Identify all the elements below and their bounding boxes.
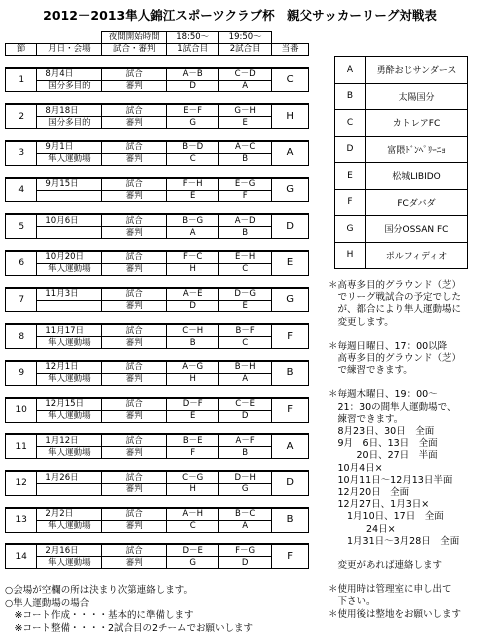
page-title: 2012－2013隼人錦江スポーツクラブ杯 親父サッカーリーグ対戦表 bbox=[43, 8, 437, 23]
note-line: 12月27日、1月3日× bbox=[328, 499, 430, 511]
match2-teams: D－H bbox=[219, 471, 272, 483]
referee1-team: D bbox=[167, 80, 219, 92]
time2-label: 19:50～ bbox=[219, 32, 272, 44]
referee2-team: A bbox=[219, 373, 272, 385]
match2-teams: A－D bbox=[219, 214, 272, 226]
match-label: 試合 bbox=[102, 471, 167, 483]
round-number: 12 bbox=[6, 471, 37, 495]
match1-teams: E－F bbox=[167, 104, 219, 116]
referee-label: 審判 bbox=[102, 373, 167, 385]
match2-teams: E－H bbox=[219, 251, 272, 263]
duty-team: H bbox=[272, 104, 309, 128]
night-time-label: 夜間開始時間 bbox=[102, 32, 167, 44]
round-venue: 隼人運動場 bbox=[37, 557, 102, 569]
round-row-match bbox=[6, 361, 309, 373]
duty-team: A bbox=[272, 434, 309, 458]
referee1-team: F bbox=[167, 447, 219, 459]
referee1-team: G bbox=[167, 557, 219, 569]
footer-line: ○会場が空欄の所は決まり次第連絡します。 bbox=[5, 585, 194, 596]
round-gap bbox=[6, 495, 309, 507]
note-line bbox=[328, 572, 478, 584]
note-line: 1月31日～3月28日 全面 bbox=[328, 535, 460, 547]
duty-team: B bbox=[272, 361, 309, 385]
round-gap bbox=[6, 312, 309, 324]
match2-teams: B－C bbox=[219, 508, 272, 520]
note-line: ＊毎週日曜日、17：00以降 bbox=[328, 340, 448, 352]
match2-teams: B－F bbox=[219, 324, 272, 336]
note-line: ＊使用時は管理室に申し出て bbox=[328, 584, 452, 596]
time1-label: 18:50～ bbox=[167, 32, 219, 44]
match-label: 試合 bbox=[102, 434, 167, 446]
round-gap bbox=[6, 349, 309, 361]
match1-teams: A－G bbox=[167, 361, 219, 373]
col-match2-header: 2試合目 bbox=[219, 43, 272, 55]
footer-line: ※コート整備・・・・2試合目の2チームでお願いします bbox=[5, 622, 254, 634]
round-gap bbox=[6, 275, 309, 287]
round-row-referee bbox=[6, 520, 309, 532]
round-row-match bbox=[6, 68, 309, 80]
referee-label: 審判 bbox=[102, 80, 167, 92]
note-line bbox=[328, 548, 478, 560]
referee1-team: E bbox=[167, 190, 219, 202]
match-label: 試合 bbox=[102, 288, 167, 300]
round-date: 10月20日 bbox=[37, 251, 102, 263]
round-row-match bbox=[6, 508, 309, 520]
round-row-referee bbox=[6, 373, 309, 385]
referee1-team: H bbox=[167, 373, 219, 385]
referee1-team: H bbox=[167, 263, 219, 275]
footer-line: ※コート作成・・・・基本的に準備します bbox=[5, 610, 194, 621]
round-row-referee bbox=[6, 447, 309, 459]
team-code: B bbox=[335, 83, 366, 110]
match1-teams: B－E bbox=[167, 434, 219, 446]
round-gap bbox=[6, 239, 309, 251]
match-label: 試合 bbox=[102, 141, 167, 153]
match2-teams: B－H bbox=[219, 361, 272, 373]
team-row bbox=[335, 242, 468, 269]
match2-teams: D－G bbox=[219, 288, 272, 300]
note-line bbox=[328, 377, 478, 389]
round-gap bbox=[6, 165, 309, 177]
note-line: で練習できます。 bbox=[328, 365, 413, 377]
note-line: 高専多目的グラウンド（芝） bbox=[328, 353, 462, 365]
team-row bbox=[335, 163, 468, 190]
match1-teams: C－G bbox=[167, 471, 219, 483]
referee2-team: A bbox=[219, 80, 272, 92]
team-code: H bbox=[335, 242, 366, 269]
round-venue: 隼人運動場 bbox=[37, 520, 102, 532]
match1-teams: F－C bbox=[167, 251, 219, 263]
referee2-team: D bbox=[219, 557, 272, 569]
team-name: ポルフィディオ bbox=[366, 242, 468, 269]
round-gap bbox=[6, 202, 309, 214]
col-match1-header: 1試合目 bbox=[167, 43, 219, 55]
team-row bbox=[335, 83, 468, 110]
round-date: 2月16日 bbox=[37, 544, 102, 556]
referee2-team: E bbox=[219, 300, 272, 312]
duty-team: F bbox=[272, 324, 309, 348]
note-line: 変更します。 bbox=[328, 316, 394, 328]
match2-teams: E－G bbox=[219, 178, 272, 190]
round-row-match bbox=[6, 251, 309, 263]
referee1-team: E bbox=[167, 410, 219, 422]
round-date: 1月12日 bbox=[37, 434, 102, 446]
column-header-row bbox=[6, 43, 309, 55]
round-gap bbox=[6, 129, 309, 141]
round-row-referee bbox=[6, 117, 309, 129]
round-row-match bbox=[6, 141, 309, 153]
round-venue: 国分多目的 bbox=[37, 80, 102, 92]
referee2-team: C bbox=[219, 263, 272, 275]
col-date-venue-header: 月日・会場 bbox=[37, 43, 102, 55]
referee1-team: A bbox=[167, 227, 219, 239]
referee2-team: B bbox=[219, 153, 272, 165]
match1-teams: A－E bbox=[167, 288, 219, 300]
round-venue: 隼人運動場 bbox=[37, 337, 102, 349]
round-gap bbox=[6, 385, 309, 397]
referee-label: 審判 bbox=[102, 483, 167, 495]
duty-team: F bbox=[272, 398, 309, 422]
match-label: 試合 bbox=[102, 324, 167, 336]
referee-label: 審判 bbox=[102, 520, 167, 532]
note-line: ＊使用後は整地をお願いします bbox=[328, 608, 462, 620]
duty-team: G bbox=[272, 288, 309, 312]
referee2-team: F bbox=[219, 190, 272, 202]
referee2-team: A bbox=[219, 520, 272, 532]
note-line: が、都合により隼人運動場に bbox=[328, 304, 462, 316]
team-code: G bbox=[335, 216, 366, 243]
note-line: 20日、27日 半面 bbox=[328, 450, 438, 462]
round-row-match bbox=[6, 104, 309, 116]
round-venue: 隼人運動場 bbox=[37, 373, 102, 385]
duty-team: G bbox=[272, 178, 309, 202]
team-name: 太陽国分 bbox=[366, 83, 468, 110]
round-date: 9月15日 bbox=[37, 178, 102, 190]
team-name: FCダバダ bbox=[366, 189, 468, 216]
col-duty-header: 当番 bbox=[272, 43, 309, 55]
team-name: 勇酔おじサンダース bbox=[366, 57, 468, 84]
match-label: 試合 bbox=[102, 68, 167, 80]
round-date: 12月15日 bbox=[37, 398, 102, 410]
round-number: 13 bbox=[6, 508, 37, 532]
round-venue bbox=[37, 190, 102, 202]
footer-notes bbox=[5, 585, 325, 635]
round-gap bbox=[6, 459, 309, 471]
match2-teams: A－F bbox=[219, 434, 272, 446]
team-name: 松城LIBIDO bbox=[366, 163, 468, 190]
round-row-match bbox=[6, 544, 309, 556]
duty-team: F bbox=[272, 544, 309, 568]
referee-label: 審判 bbox=[102, 227, 167, 239]
note-line bbox=[328, 329, 478, 341]
team-code: D bbox=[335, 136, 366, 163]
match-label: 試合 bbox=[102, 544, 167, 556]
referee-label: 審判 bbox=[102, 447, 167, 459]
referee2-team: B bbox=[219, 447, 272, 459]
match-label: 試合 bbox=[102, 214, 167, 226]
team-code: E bbox=[335, 163, 366, 190]
round-gap bbox=[6, 422, 309, 434]
duty-team: B bbox=[272, 508, 309, 532]
round-venue: 国分多目的 bbox=[37, 117, 102, 129]
match1-teams: A－H bbox=[167, 508, 219, 520]
match1-teams: D－E bbox=[167, 544, 219, 556]
referee-label: 審判 bbox=[102, 337, 167, 349]
round-row-referee bbox=[6, 227, 309, 239]
match-label: 試合 bbox=[102, 178, 167, 190]
referee-label: 審判 bbox=[102, 410, 167, 422]
note-line: 変更があれば連絡します bbox=[328, 560, 443, 572]
round-number: 4 bbox=[6, 178, 37, 202]
round-row-referee bbox=[6, 190, 309, 202]
round-number: 2 bbox=[6, 104, 37, 128]
round-row-referee bbox=[6, 263, 309, 275]
round-number: 6 bbox=[6, 251, 37, 275]
footer-line: ○隼人運動場の場合 bbox=[5, 597, 90, 609]
round-row-referee bbox=[6, 153, 309, 165]
team-name: 富隈ﾄﾞﾝﾍﾟﾘｰﾆｮ bbox=[366, 136, 468, 163]
time-header-row bbox=[6, 32, 309, 44]
note-line: でリーグ戦試合の予定でした bbox=[328, 292, 462, 304]
match1-teams: A－B bbox=[167, 68, 219, 80]
match2-teams: F－G bbox=[219, 544, 272, 556]
referee2-team: B bbox=[219, 227, 272, 239]
schedule-table bbox=[5, 31, 309, 569]
round-number: 8 bbox=[6, 324, 37, 348]
round-date: 1月26日 bbox=[37, 471, 102, 483]
team-row bbox=[335, 189, 468, 216]
team-code: A bbox=[335, 57, 366, 84]
round-date: 8月18日 bbox=[37, 104, 102, 116]
team-row bbox=[335, 216, 468, 243]
round-date: 2月2日 bbox=[37, 508, 102, 520]
duty-team: A bbox=[272, 141, 309, 165]
round-number: 3 bbox=[6, 141, 37, 165]
referee2-team: D bbox=[219, 410, 272, 422]
round-date: 12月1日 bbox=[37, 361, 102, 373]
round-venue: 隼人運動場 bbox=[37, 410, 102, 422]
round-date: 8月4日 bbox=[37, 68, 102, 80]
match2-teams: A－C bbox=[219, 141, 272, 153]
referee-label: 審判 bbox=[102, 190, 167, 202]
round-venue: 隼人運動場 bbox=[37, 153, 102, 165]
round-gap bbox=[6, 532, 309, 544]
duty-team: E bbox=[272, 251, 309, 275]
round-venue bbox=[37, 300, 102, 312]
col-type-header: 試合・審判 bbox=[102, 43, 167, 55]
round-gap bbox=[6, 92, 309, 104]
round-row-referee bbox=[6, 483, 309, 495]
team-name: 国分OSSAN FC bbox=[366, 216, 468, 243]
round-venue: 隼人運動場 bbox=[37, 263, 102, 275]
round-row-match bbox=[6, 398, 309, 410]
note-line: ＊毎週木曜日、19：00～ bbox=[328, 389, 438, 401]
round-gap bbox=[6, 55, 309, 67]
round-date: 9月1日 bbox=[37, 141, 102, 153]
note-line: ＊高専多目的グラウンド（芝） bbox=[328, 280, 462, 291]
note-line: 下さい。 bbox=[328, 596, 376, 608]
notes-panel bbox=[328, 280, 478, 621]
referee2-team: G bbox=[219, 483, 272, 495]
round-row-match bbox=[6, 214, 309, 226]
round-row-referee bbox=[6, 300, 309, 312]
match-label: 試合 bbox=[102, 104, 167, 116]
round-row-referee bbox=[6, 557, 309, 569]
match1-teams: C－H bbox=[167, 324, 219, 336]
referee-label: 審判 bbox=[102, 153, 167, 165]
round-number: 7 bbox=[6, 288, 37, 312]
duty-team: C bbox=[272, 68, 309, 92]
match-label: 試合 bbox=[102, 251, 167, 263]
match1-teams: B－D bbox=[167, 141, 219, 153]
referee-label: 審判 bbox=[102, 117, 167, 129]
referee1-team: C bbox=[167, 153, 219, 165]
round-venue bbox=[37, 227, 102, 239]
referee-label: 審判 bbox=[102, 557, 167, 569]
round-row-match bbox=[6, 288, 309, 300]
round-row-referee bbox=[6, 80, 309, 92]
round-row-match bbox=[6, 178, 309, 190]
note-line: 21：30の間隼人運動場で、 bbox=[328, 401, 457, 413]
match1-teams: D－F bbox=[167, 398, 219, 410]
match-label: 試合 bbox=[102, 398, 167, 410]
round-row-referee bbox=[6, 337, 309, 349]
round-number: 9 bbox=[6, 361, 37, 385]
round-date: 11月3日 bbox=[37, 288, 102, 300]
round-venue bbox=[37, 483, 102, 495]
round-number: 10 bbox=[6, 398, 37, 422]
round-date: 10月6日 bbox=[37, 214, 102, 226]
round-row-referee bbox=[6, 410, 309, 422]
team-code: C bbox=[335, 110, 366, 137]
referee2-team: C bbox=[219, 337, 272, 349]
referee-label: 審判 bbox=[102, 263, 167, 275]
round-date: 11月17日 bbox=[37, 324, 102, 336]
note-line: 9月 6日、13日 全面 bbox=[328, 438, 438, 450]
round-row-match bbox=[6, 324, 309, 336]
round-row-match bbox=[6, 434, 309, 446]
note-line: 12月20日 全面 bbox=[328, 487, 410, 499]
round-number: 14 bbox=[6, 544, 37, 568]
match1-teams: F－H bbox=[167, 178, 219, 190]
round-venue: 隼人運動場 bbox=[37, 447, 102, 459]
note-line: 練習できます。 bbox=[328, 413, 404, 425]
note-line: 10月11日～12月13日半面 bbox=[328, 474, 453, 486]
match-label: 試合 bbox=[102, 508, 167, 520]
team-row bbox=[335, 110, 468, 137]
duty-team: D bbox=[272, 471, 309, 495]
referee-label: 審判 bbox=[102, 300, 167, 312]
note-line: 1月10日、17日 全面 bbox=[328, 511, 444, 523]
match-label: 試合 bbox=[102, 361, 167, 373]
round-number: 5 bbox=[6, 214, 37, 238]
match2-teams: C－D bbox=[219, 68, 272, 80]
note-line: 8月23日、30日 全面 bbox=[328, 426, 435, 438]
col-no-header: 節 bbox=[6, 43, 37, 55]
team-row bbox=[335, 136, 468, 163]
round-row-match bbox=[6, 471, 309, 483]
round-number: 11 bbox=[6, 434, 37, 458]
referee1-team: G bbox=[167, 117, 219, 129]
match2-teams: C－E bbox=[219, 398, 272, 410]
round-number: 1 bbox=[6, 68, 37, 92]
referee1-team: H bbox=[167, 483, 219, 495]
team-code: F bbox=[335, 189, 366, 216]
match1-teams: B－G bbox=[167, 214, 219, 226]
team-row bbox=[335, 57, 468, 84]
note-line: 10月4日× bbox=[328, 462, 383, 474]
note-line: 24日× bbox=[328, 523, 396, 535]
match2-teams: G－H bbox=[219, 104, 272, 116]
duty-team: D bbox=[272, 214, 309, 238]
referee1-team: D bbox=[167, 300, 219, 312]
referee2-team: E bbox=[219, 117, 272, 129]
team-legend-table bbox=[334, 56, 468, 269]
referee1-team: C bbox=[167, 520, 219, 532]
team-name: カトレアFC bbox=[366, 110, 468, 137]
referee1-team: B bbox=[167, 337, 219, 349]
